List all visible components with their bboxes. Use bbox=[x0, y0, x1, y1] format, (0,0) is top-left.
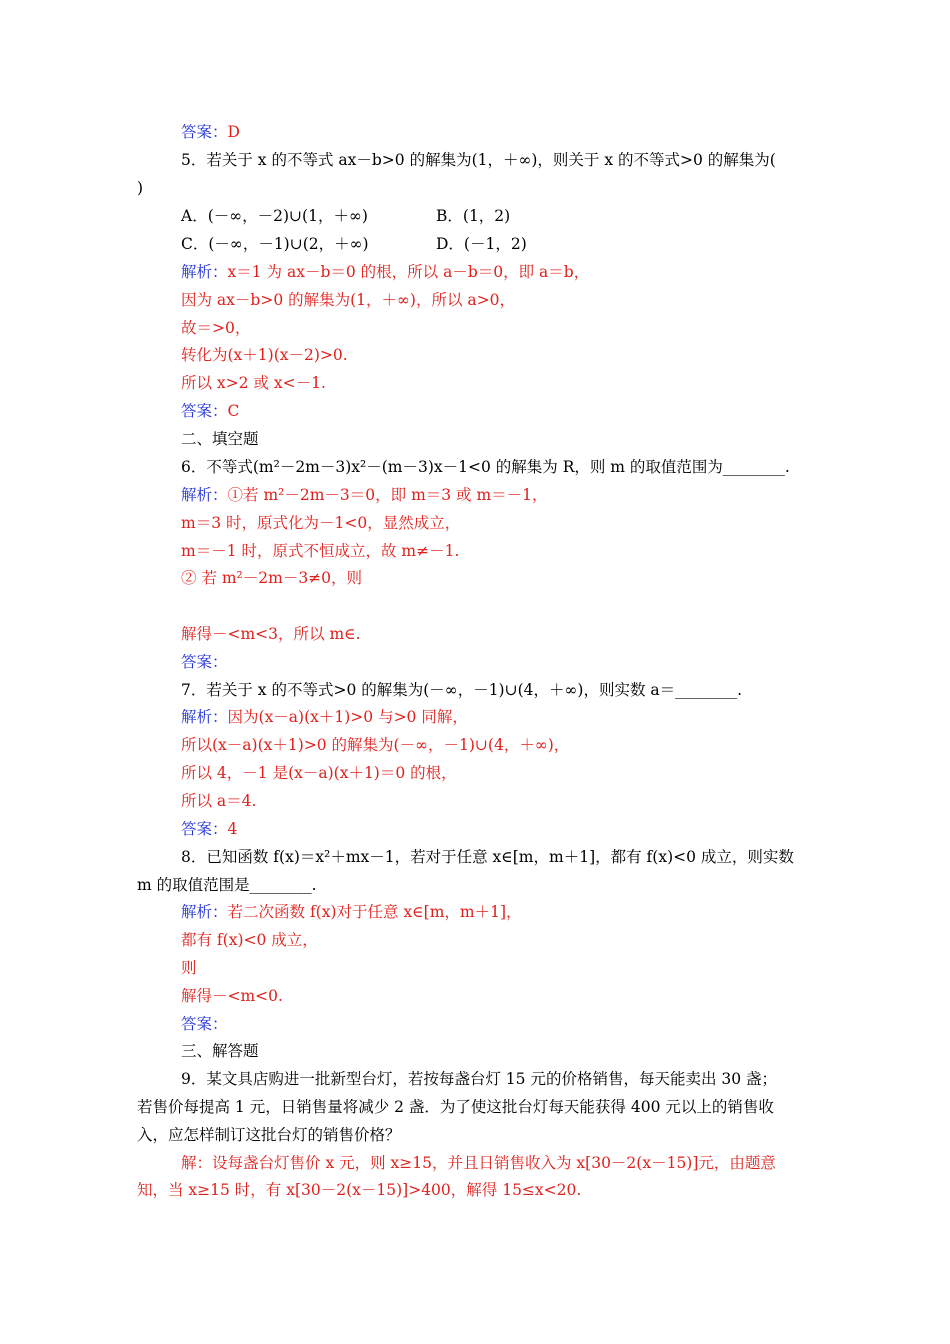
question-8-stem-cont: m 的取值范围是________. bbox=[137, 876, 317, 894]
answer-label: 答案： bbox=[181, 402, 228, 420]
answer-label: 答案： bbox=[181, 653, 228, 671]
section-heading-fill-in: 二、填空题 bbox=[181, 430, 259, 448]
solution-label: 解析： bbox=[181, 263, 228, 281]
solution-line bbox=[181, 485, 548, 505]
question-6-stem: 6．不等式(m²－2m－3)x²－(m－3)x－1<0 的解集为 R，则 m 的取值范围为________. bbox=[181, 458, 790, 476]
question-5-options-row-1 bbox=[181, 206, 510, 226]
question-9-stem-cont: 若售价每提高 1 元，日销售量将减少 2 盏．为了使这批台灯每天能获得 400 元以上的销售收 bbox=[137, 1098, 774, 1116]
option-a: A．(－∞，－2)∪(1，＋∞) bbox=[181, 207, 368, 225]
question-5-stem: 5．若关于 x 的不等式 ax－b>0 的解集为(1，＋∞)，则关于 x 的不等式>0 的解集为( bbox=[181, 151, 776, 169]
solution-line bbox=[181, 262, 589, 282]
answer-label: 答案： bbox=[181, 123, 228, 141]
solution-label: 解： bbox=[181, 1154, 213, 1172]
solution-label: 解析： bbox=[181, 708, 228, 726]
solution-text: 若二次函数 f(x)对于任意 x∈[m，m＋1]， bbox=[227, 903, 522, 921]
solution-line: 解得－<m<0. bbox=[181, 987, 283, 1005]
answer-line bbox=[181, 401, 239, 421]
solution-line bbox=[181, 1153, 776, 1173]
question-5-stem-cont: ) bbox=[137, 179, 144, 197]
question-9-stem-cont: 入，应怎样制订这批台灯的销售价格？ bbox=[137, 1126, 401, 1144]
solution-text: ①若 m²－2m－3＝0，即 m＝3 或 m＝－1， bbox=[227, 486, 548, 504]
option-c: C．(－∞，－1)∪(2，＋∞) bbox=[181, 235, 369, 253]
answer-line bbox=[181, 1014, 228, 1034]
solution-line: ② 若 m²－2m－3≠0，则 bbox=[181, 569, 363, 587]
solution-line: 所以(x－a)(x＋1)>0 的解集为(－∞，－1)∪(4，＋∞)， bbox=[181, 736, 570, 754]
answer-label: 答案： bbox=[181, 1015, 228, 1033]
solution-text: 设每盏台灯售价 x 元，则 x≥15，并且日销售收入为 x[30－2(x－15)]元，由题意 bbox=[212, 1154, 776, 1172]
answer-line bbox=[181, 652, 228, 672]
answer-line bbox=[181, 819, 237, 839]
question-7-stem: 7．若关于 x 的不等式>0 的解集为(－∞，－1)∪(4，＋∞)，则实数 a＝________. bbox=[181, 681, 743, 699]
solution-line: m＝3 时，原式化为－1<0，显然成立， bbox=[181, 514, 461, 532]
solution-label: 解析： bbox=[181, 486, 228, 504]
solution-text: 因为(x－a)(x＋1)>0 与>0 同解， bbox=[227, 708, 468, 726]
answer-label: 答案： bbox=[181, 820, 228, 838]
solution-line: 所以 x>2 或 x<－1. bbox=[181, 374, 326, 392]
question-8-stem: 8．已知函数 f(x)＝x²＋mx－1，若对于任意 x∈[m，m＋1]，都有 f(x)<0 成立，则实数 bbox=[181, 848, 794, 866]
question-5-options-row-2 bbox=[181, 234, 527, 254]
solution-line bbox=[181, 902, 522, 922]
solution-line: 因为 ax－b>0 的解集为(1，＋∞)，所以 a>0， bbox=[181, 291, 515, 309]
solution-label: 解析： bbox=[181, 903, 228, 921]
question-9-stem: 9．某文具店购进一批新型台灯，若按每盏台灯 15 元的价格销售，每天能卖出 30 盏； bbox=[181, 1070, 778, 1088]
solution-line: m＝－1 时，原式不恒成立，故 m≠－1. bbox=[181, 542, 460, 560]
solution-line bbox=[181, 707, 468, 727]
solution-line: 则 bbox=[181, 959, 197, 977]
solution-line: 所以 a＝4. bbox=[181, 792, 257, 810]
section-heading-solve: 三、解答题 bbox=[181, 1042, 259, 1060]
solution-line: 转化为(x＋1)(x－2)>0. bbox=[181, 346, 348, 364]
solution-text: x＝1 为 ax－b＝0 的根，所以 a－b＝0，即 a＝b， bbox=[227, 263, 590, 281]
solution-line: 故＝>0， bbox=[181, 319, 251, 337]
option-b: B．(1，2) bbox=[436, 207, 511, 225]
answer-value: 4 bbox=[227, 820, 238, 838]
answer-value: C bbox=[227, 402, 240, 420]
solution-line: 知，当 x≥15 时，有 x[30－2(x－15)]>400，解得 15≤x<20. bbox=[137, 1181, 582, 1199]
answer-line bbox=[181, 122, 240, 142]
answer-value: D bbox=[227, 123, 240, 141]
solution-line: 解得－<m<3，所以 m∈. bbox=[181, 625, 361, 643]
option-d: D．(－1，2) bbox=[436, 235, 527, 253]
solution-line: 所以 4，－1 是(x－a)(x＋1)＝0 的根， bbox=[181, 764, 457, 782]
solution-line: 都有 f(x)<0 成立， bbox=[181, 931, 318, 949]
